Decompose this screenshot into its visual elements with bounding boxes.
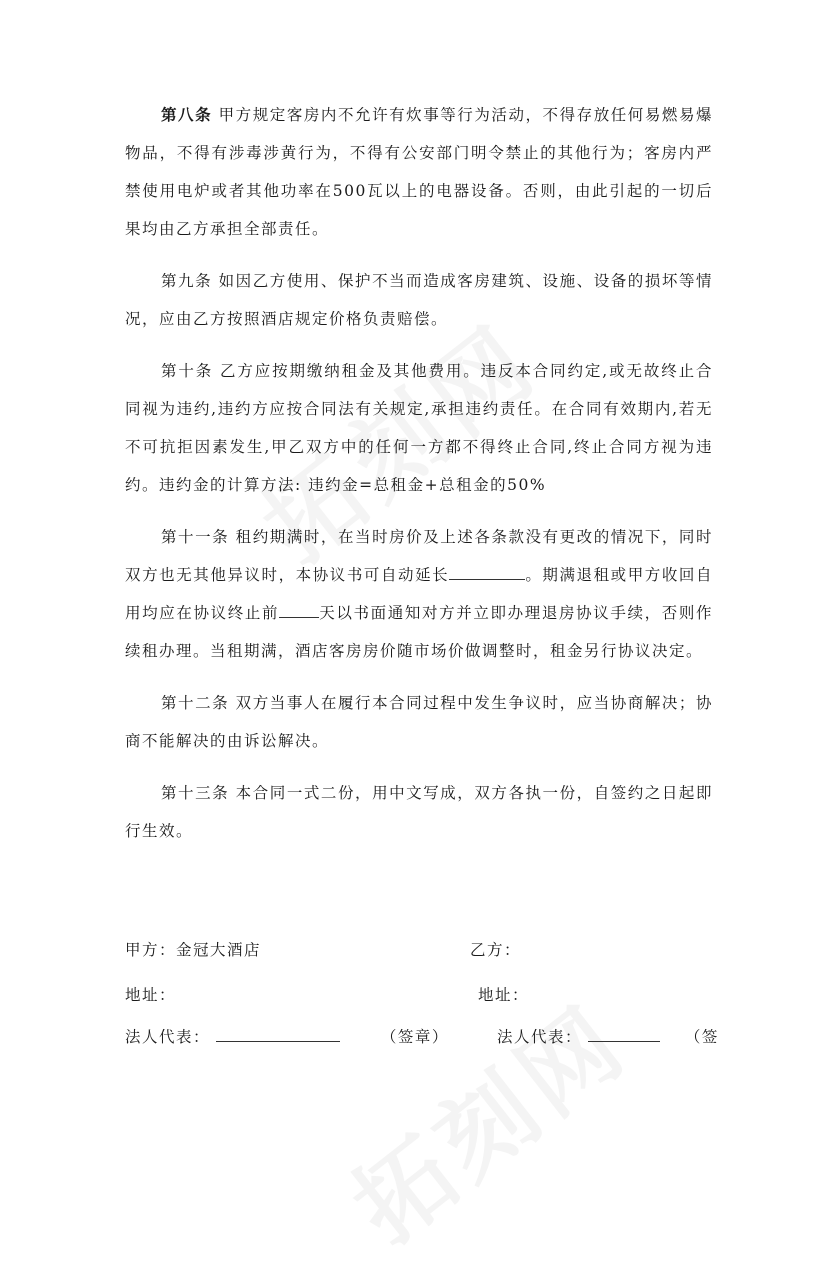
clause-13 (125, 774, 713, 850)
clause-12 (125, 684, 713, 760)
party-b-representative (497, 1025, 719, 1047)
clause-heading: 第十三条 (161, 784, 230, 802)
blank-notice-days[interactable] (279, 599, 319, 618)
clause-text: 甲方规定客房内不允许有炊事等行为活动，不得存放任何易燃易爆物品，不得有涉毒涉黄行为，不得有公安部门明令禁止的其他行为；客房内严禁使用电炉或者其他功率在500瓦以上的电器设备。否则，由此引起的一切后果均由乙方承担全部责任。 (125, 106, 713, 238)
rep-label: 法人代表： (125, 1028, 211, 1046)
seal-label: （签章） (380, 1028, 449, 1046)
rep-b-signature-line[interactable] (588, 1025, 660, 1042)
watermark (321, 968, 651, 1268)
clause-text: 。期满退租或甲方收回自用均应在协议终止前 (125, 566, 713, 622)
blank-extension-term[interactable] (449, 561, 525, 580)
clause-text: 双方当事人在履行本合同过程中发生争议时，应当协商解决；协商不能解决的由诉讼解决。 (125, 694, 713, 750)
clause-11 (125, 518, 713, 670)
clause-heading: 第十二条 (161, 694, 230, 712)
party-a-representative (125, 1025, 449, 1047)
clause-9 (125, 262, 713, 338)
seal-label: （签 (684, 1028, 719, 1046)
clause-text: 乙方应按期缴纳租金及其他费用。违反本合同约定,或无故终止合同视为违约,违约方应按合同法有关规定,承担违约责任。在合同有效期内,若无不可抗拒因素发生,甲乙双方中的任何一方都不得终止合同,终止合同方视为违约。违约金的计算方法: 违约金=总租金+总租金的50% (125, 362, 713, 494)
party-a-address: 地址： (125, 986, 177, 1004)
rep-a-signature-line[interactable] (216, 1025, 340, 1042)
clause-heading: 第九条 (161, 272, 213, 290)
clause-8 (125, 96, 713, 248)
clause-text: 如因乙方使用、保护不当而造成客房建筑、设施、设备的损坏等情况，应由乙方按照酒店规定价格负责赔偿。 (125, 272, 713, 328)
party-b-address: 地址： (478, 986, 530, 1004)
clause-10 (125, 352, 713, 504)
clause-text: 租约期满时，在当时房价及上述各条款没有更改的情况下，同时双方也无其他异议时，本协议书可自动延长 (125, 528, 713, 584)
clause-heading: 第十条 (161, 362, 214, 380)
clause-heading: 第八条 (161, 105, 213, 124)
clause-heading: 第十一条 (161, 528, 230, 546)
party-b-name: 乙方： (470, 941, 522, 959)
rep-label: 法人代表： (497, 1028, 583, 1046)
party-a-name: 甲方：金冠大酒店 (125, 941, 262, 959)
contract-body (125, 96, 713, 864)
clause-text: 天以书面通知对方并立即办理退房协议手续，否则作续租办理。当租期满，酒店客房房价随市场价做调整时，租金另行协议决定。 (125, 604, 713, 660)
clause-text: 本合同一式二份，用中文写成，双方各执一份，自签约之日起即行生效。 (125, 784, 713, 840)
